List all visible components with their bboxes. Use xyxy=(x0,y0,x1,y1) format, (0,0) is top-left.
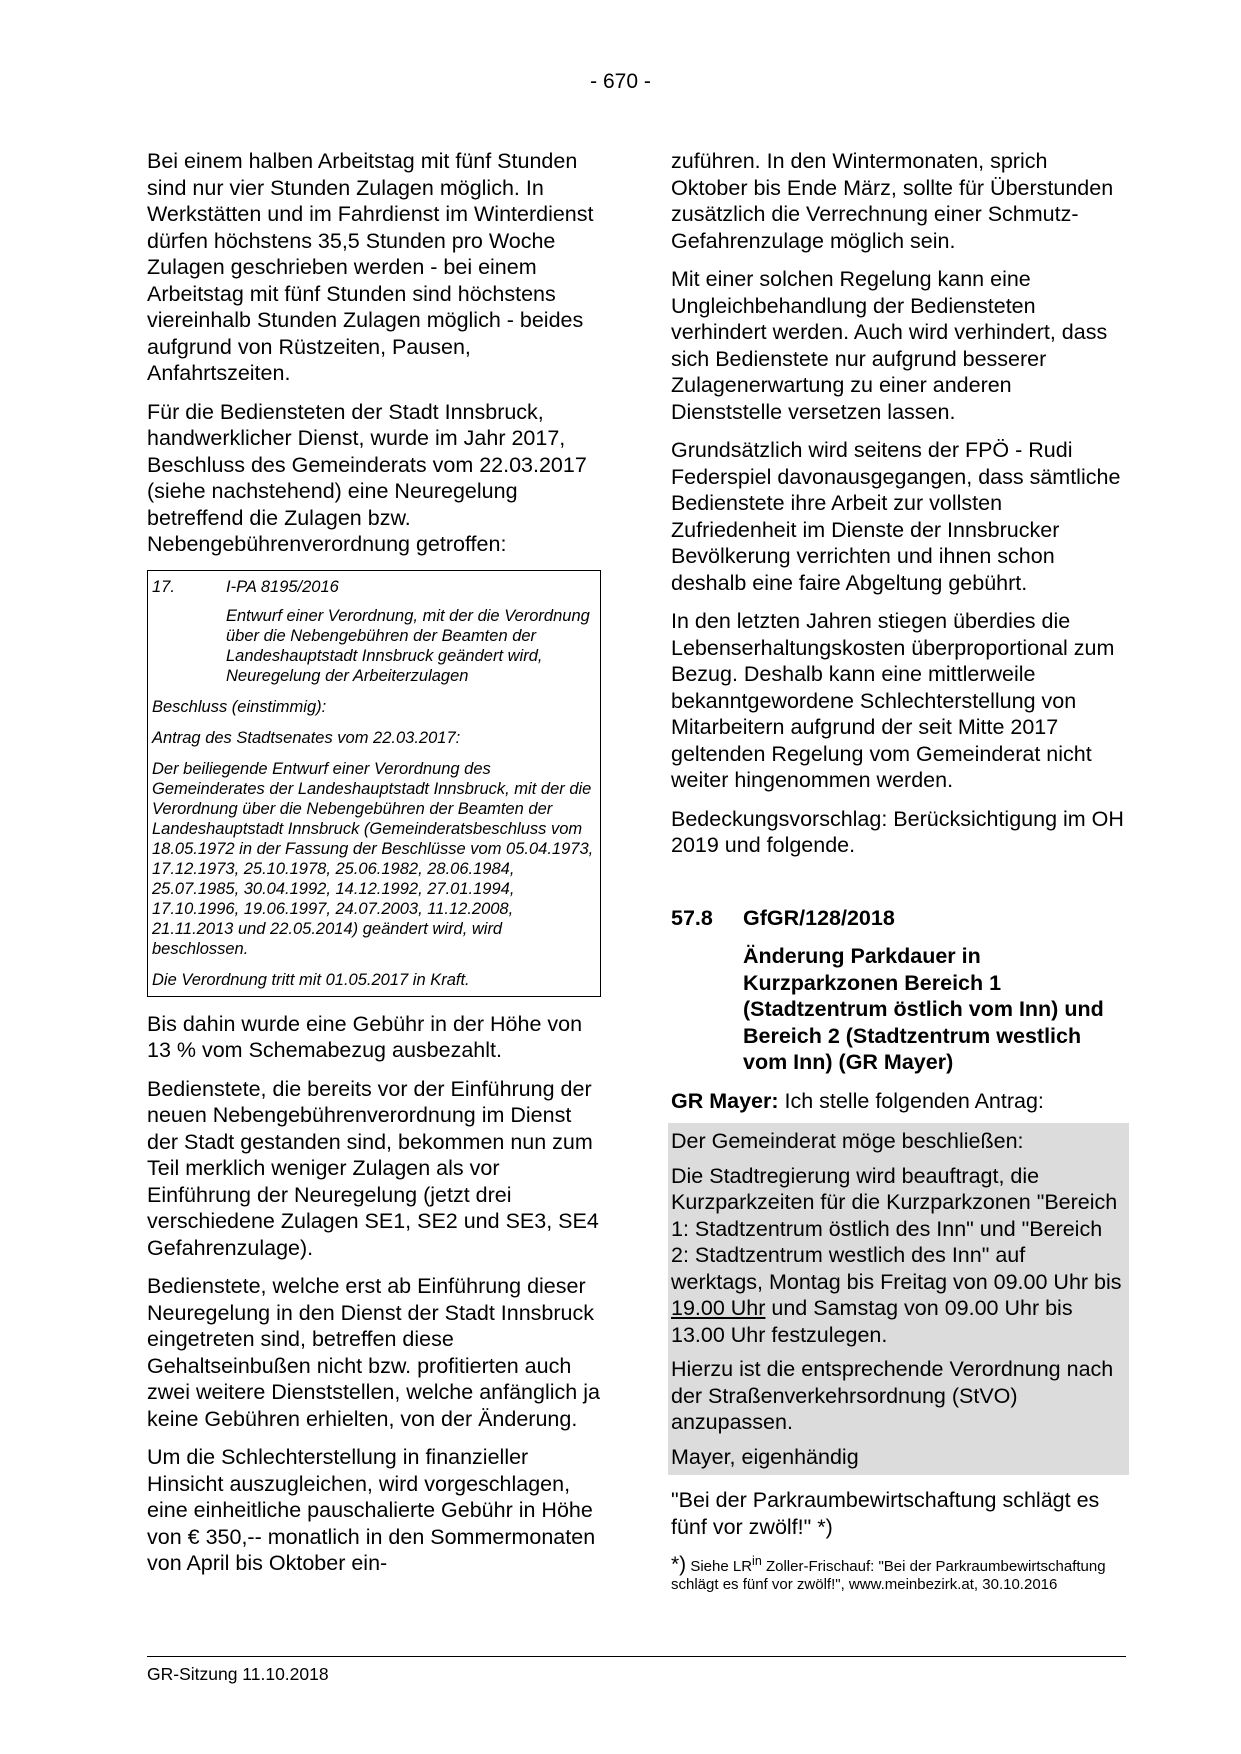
paragraph: Bedeckungsvorschlag: Berücksichtigung im OH 2019 und folgende. xyxy=(671,806,1124,857)
section-title: Änderung Parkdauer in Kurzparkzonen Bereich 1 (Stadtzentrum östlich vom Inn) und Bereich 2 (Stadtzentrum westlich vom Inn) (GR Mayer) xyxy=(743,944,1104,1074)
paragraph: Bedienstete, welche erst ab Einführung dieser Neuregelung in den Dienst der Stadt Innsbruck eingetreten sind, betreffen diese Gehaltseinbußen nicht bzw. profitierten auch zwei weitere Dienststellen, welche anfänglich ja keine Gebühren erhielten, von der Änderung. xyxy=(147,1274,600,1431)
footnote-sup: in xyxy=(752,1554,762,1568)
paragraph: Bei einem halben Arbeitstag mit fünf Stunden sind nur vier Stunden Zulagen möglich. In Werkstätten und im Fahrdienst im Winterdienst dürfen höchstens 35,5 Stunden pro Woche Zulagen geschrieben werden - bei einem Arbeitstag mit fünf Stunden sind höchstens viereinhalb Stunden Zulagen möglich - beides aufgrund von Rüstzeiten, Pausen, Anfahrtszeiten. xyxy=(147,149,594,385)
paragraph: Für die Bediensteten der Stadt Innsbruck, handwerklicher Dienst, wurde im Jahr 2017, Beschluss des Gemeinderats vom 22.03.2017 (siehe nachstehend) eine Neuregelung betreffend die Zulagen bzw. Nebengebührenverordnung getroffen: xyxy=(147,399,587,556)
speaker-name: GR Mayer: xyxy=(671,1088,779,1113)
section-number: 57.8 xyxy=(671,905,713,930)
paragraph: Um die Schlechterstellung in finanzieller Hinsicht auszugleichen, wird vorgeschlagen, eine einheitliche pauschalierte Gebühr in Höhe von € 350,-- monatlich in den Sommermonaten von April bis Oktober ein- xyxy=(147,1445,596,1575)
section-heading xyxy=(671,905,1126,932)
motion-text-2: Hierzu ist die entsprechende Verordnung nach der Straßenverkehrsordnung (StVO) anzupassen. xyxy=(671,1357,1114,1434)
footnote-text: Zoller-Frischauf: "Bei der Parkraumbewirtschaftung schlägt es fünf vor zwölf!", www.meinbezirk.at, 30.10.2016 xyxy=(671,1558,1106,1593)
paragraph: Bedienstete, die bereits vor der Einführung der neuen Nebengebührenverordnung im Dienst der Stadt gestanden sind, bekommen nun zum Teil merklich weniger Zulagen als vor Einführung der Neuregelung (jetzt drei verschiedene Zulagen SE1, SE2 und SE3, SE4 Gefahrenzulage). xyxy=(147,1076,599,1260)
motion-signature: Mayer, eigenhändig xyxy=(671,1444,859,1469)
footer-session: GR-Sitzung 11.10.2018 xyxy=(147,1664,329,1684)
quote: "Bei der Parkraumbewirtschaftung schlägt es fünf vor zwölf!" *) xyxy=(671,1488,1100,1539)
section-reference: GfGR/128/2018 xyxy=(743,905,895,930)
motion-text xyxy=(671,1159,1123,1353)
motion-text-part: und Samstag von 09.00 Uhr bis 13.00 Uhr festzulegen. xyxy=(671,1296,1073,1347)
resolution-antrag: Antrag des Stadtsenates vom 22.03.2017: xyxy=(152,728,461,747)
speaker-text: Ich stelle folgenden Antrag: xyxy=(778,1088,1044,1113)
paragraph: Bis dahin wurde eine Gebühr in der Höhe von 13 % vom Schemabezug ausbezahlt. xyxy=(147,1011,583,1062)
paragraph: Mit einer solchen Regelung kann eine Ungleichbehandlung der Bediensteten verhindert werden. Auch wird verhindert, dass sich Bedienstete nur aufgrund besserer Zulagenerwartung zu einer anderen Dienststelle versetzen lassen. xyxy=(671,267,1108,424)
paragraph: In den letzten Jahren stiegen überdies die Lebenserhaltungskosten überproportional zum Bezug. Deshalb kann eine mittlerweile bekanntgewordene Schlechterstellung von Mitarbeitern aufgrund der seit Mitte 2017 geltenden Regelung vom Gemeinderat nicht weiter hingenommen werden. xyxy=(671,609,1115,792)
resolution-beschluss: Beschluss (einstimmig): xyxy=(152,697,327,716)
footnote xyxy=(671,1552,1126,1594)
motion-intro: Der Gemeinderat möge beschließen: xyxy=(671,1129,1024,1153)
speaker-line xyxy=(671,1088,1126,1115)
paragraph: Grundsätzlich wird seitens der FPÖ - Rudi Federspiel davonausgegangen, dass sämtliche Bedienstete ihre Arbeit zur vollsten Zufriedenheit im Dienste der Innsbrucker Bevölkerung verrichten und ihnen schon deshalb eine faire Abgeltung gebührt. xyxy=(671,438,1121,595)
paragraph: zuführen. In den Wintermonaten, sprich Oktober bis Ende März, sollte für Überstunden zusätzlich die Verrechnung einer Schmutz-Gefahrenzulage möglich sein. xyxy=(671,149,1114,253)
footer-divider xyxy=(147,1656,1126,1657)
page-number: - 670 - xyxy=(590,70,651,93)
footnote-text: Siehe LR xyxy=(686,1558,753,1575)
resolution-reference: I-PA 8195/2016 xyxy=(226,577,339,596)
motion-underlined-time: 19.00 Uhr xyxy=(671,1296,766,1320)
quoted-resolution-box xyxy=(147,570,601,997)
motion-box xyxy=(668,1123,1129,1475)
footnote-mark: *) xyxy=(671,1553,687,1576)
resolution-text: Der beiliegende Entwurf einer Verordnung des Gemeinderates der Landeshauptstadt Innsbruck, mit der die Verordnung über die Nebengebühren der Beamten der Landeshauptstadt Innsbruck (Gemeinderatsbeschluss vom 18.05.1972 in der Fassung der Beschlüsse vom 05.04.1973, 17.12.1973, 25.10.1978, 25.06.1982, 28.06.1984, 25.07.1985, 30.04.1992, 14.12.1992, 27.01.1994, 17.10.1996, 19.06.1997, 24.07.2003, 11.12.2008, 21.11.2013 und 22.05.2014) geändert wird, wird beschlossen. xyxy=(152,759,594,958)
motion-text-part: Die Stadtregierung wird beauftragt, die Kurzparkzeiten für die Kurzparkzonen "Bereich 1: Stadtzentrum östlich des Inn" und "Bereich 2: Stadtzentrum westlich des Inn" auf werktags, Montag bis Freitag von 09.00 Uhr bis xyxy=(671,1163,1122,1294)
left-column xyxy=(147,148,601,1589)
resolution-number: 17. xyxy=(152,577,175,596)
right-column xyxy=(671,148,1126,1594)
resolution-effective: Die Verordnung tritt mit 01.05.2017 in Kraft. xyxy=(152,970,470,989)
resolution-title: Entwurf einer Verordnung, mit der die Verordnung über die Nebengebühren der Beamten der Landeshauptstadt Innsbruck geändert wird, Neuregelung der Arbeiterzulagen xyxy=(226,606,590,685)
